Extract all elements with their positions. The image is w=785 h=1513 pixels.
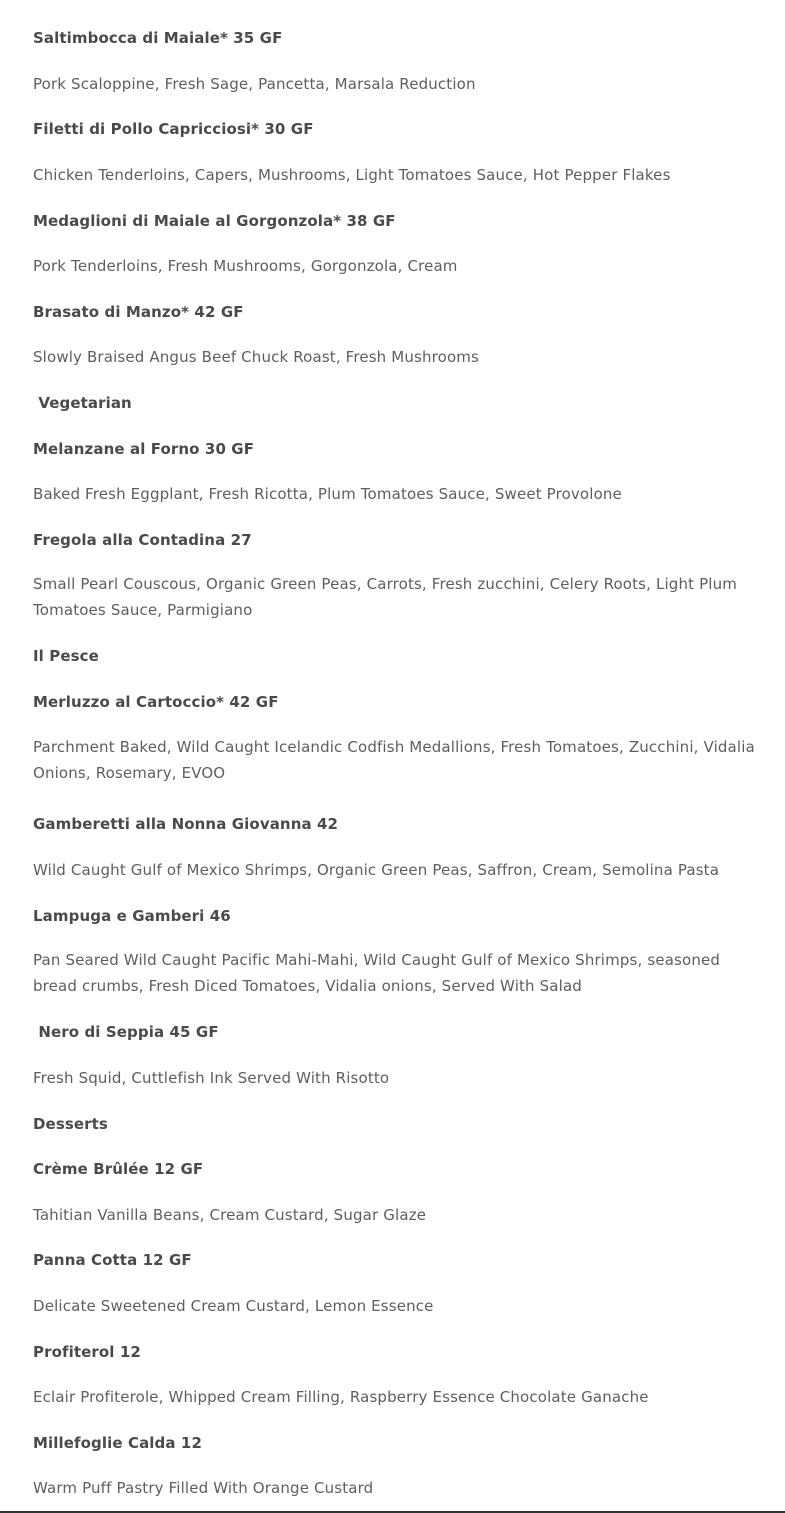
dish-name: Panna Cotta 12 GF	[33, 1251, 192, 1269]
dish-name: Millefoglie Calda 12	[33, 1434, 202, 1452]
dish-name: Filetti di Pollo Capricciosi* 30 GF	[33, 120, 314, 138]
menu-list	[33, 0, 763, 1513]
dish-description: Pork Scaloppine, Fresh Sage, Pancetta, Marsala Reduction	[33, 75, 476, 93]
dish-description: Small Pearl Couscous, Organic Green Peas, Carrots, Fresh zucchini, Celery Roots, Light Plum Tomatoes Sauce, Parmigiano	[33, 575, 738, 619]
dish-description: Tahitian Vanilla Beans, Cream Custard, Sugar Glaze	[33, 1206, 427, 1224]
dish-name: Saltimbocca di Maiale* 35 GF	[33, 29, 283, 47]
dish-name: Fregola alla Contadina 27	[33, 531, 252, 549]
dish-description: Slowly Braised Angus Beef Chuck Roast, Fresh Mushrooms	[33, 348, 479, 366]
dish-description: Parchment Baked, Wild Caught Icelandic Codfish Medallions, Fresh Tomatoes, Zucchini, Vidalia Onions, Rosemary, EVOO	[33, 738, 755, 782]
dish-description: Warm Puff Pastry Filled With Orange Custard	[33, 1479, 374, 1497]
section-heading-fish: Il Pesce	[33, 647, 99, 665]
dish-name: Merluzzo al Cartoccio* 42 GF	[33, 693, 279, 711]
dish-name: Profiterol 12	[33, 1343, 141, 1361]
dish-description: Chicken Tenderloins, Capers, Mushrooms, Light Tomatoes Sauce, Hot Pepper Flakes	[33, 166, 671, 184]
dish-name: Nero di Seppia 45 GF	[33, 1023, 219, 1041]
dish-name: Brasato di Manzo* 42 GF	[33, 303, 244, 321]
dish-name: Lampuga e Gamberi 46	[33, 907, 231, 925]
dish-description: Pork Tenderloins, Fresh Mushrooms, Gorgonzola, Cream	[33, 257, 458, 275]
dish-description: Eclair Profiterole, Whipped Cream Filling, Raspberry Essence Chocolate Ganache	[33, 1388, 649, 1406]
dish-description: Delicate Sweetened Cream Custard, Lemon Essence	[33, 1297, 434, 1315]
section-heading-desserts: Desserts	[33, 1115, 108, 1133]
dish-description: Fresh Squid, Cuttlefish Ink Served With Risotto	[33, 1069, 390, 1087]
section-heading-vegetarian: Vegetarian	[33, 394, 132, 412]
dish-name: Melanzane al Forno 30 GF	[33, 440, 255, 458]
dish-name: Crème Brûlée 12 GF	[33, 1160, 204, 1178]
dish-description: Wild Caught Gulf of Mexico Shrimps, Organic Green Peas, Saffron, Cream, Semolina Pasta	[33, 861, 720, 879]
dish-name: Gamberetti alla Nonna Giovanna 42	[33, 815, 339, 833]
dish-description: Baked Fresh Eggplant, Fresh Ricotta, Plum Tomatoes Sauce, Sweet Provolone	[33, 485, 622, 503]
dish-description: Pan Seared Wild Caught Pacific Mahi-Mahi, Wild Caught Gulf of Mexico Shrimps, seasoned bread crumbs, Fresh Diced Tomatoes, Vidalia onions, Served With Salad	[33, 951, 721, 995]
dish-name: Medaglioni di Maiale al Gorgonzola* 38 GF	[33, 212, 396, 230]
